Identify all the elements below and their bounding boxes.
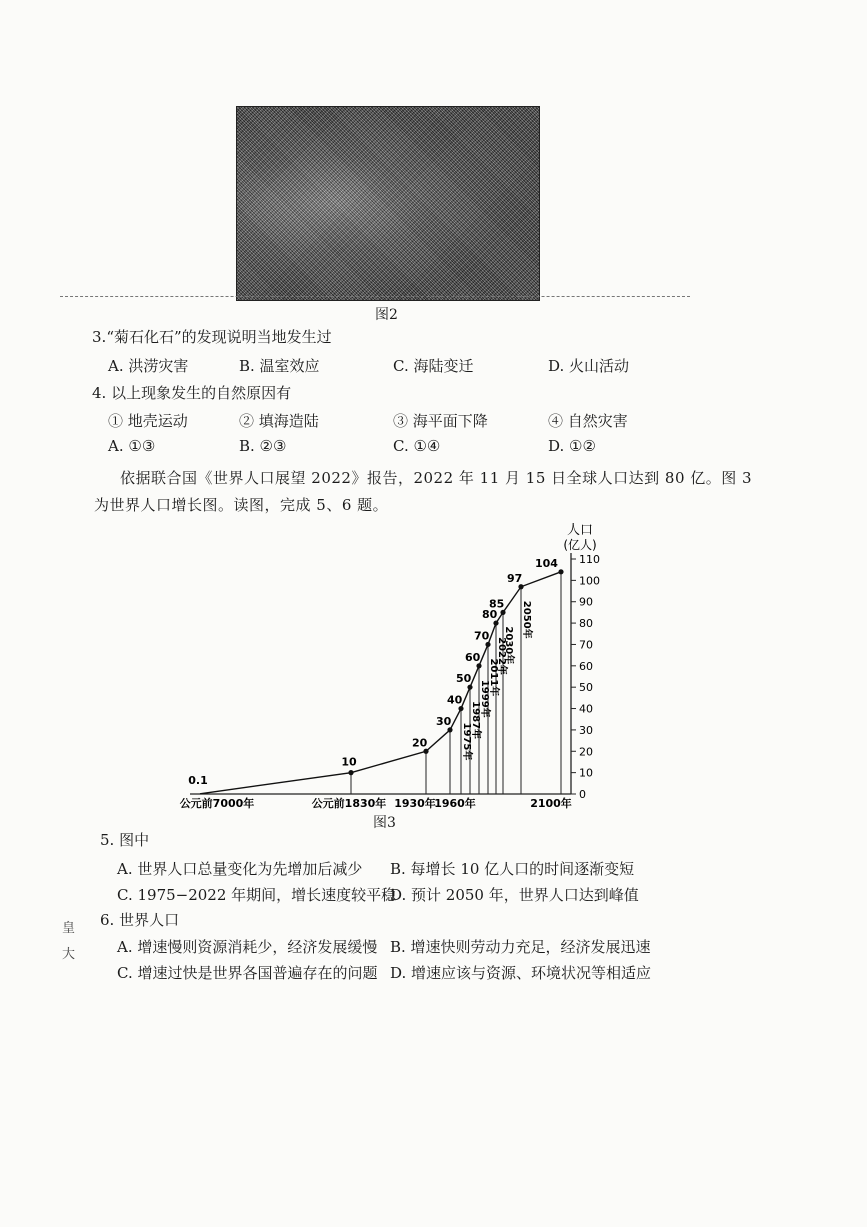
y-tick-label: 80 <box>579 617 593 631</box>
margin-char-2: 大 <box>62 947 76 962</box>
data-point <box>493 620 498 625</box>
q6-text: 世界人口 <box>119 911 180 929</box>
q6-option-c: C. 增速过快是世界各国普遍存在的问题 <box>117 964 378 982</box>
population-line <box>200 572 561 794</box>
q4-option-d: D. ①② <box>548 437 596 455</box>
q5-option-b: B. 每增长 10 亿人口的时间逐渐变短 <box>390 860 635 878</box>
year-vertical-label: 2030年 <box>503 626 514 665</box>
q6-stem <box>100 909 179 930</box>
data-point <box>476 663 481 668</box>
q3-number: 3. <box>92 328 107 346</box>
data-point <box>423 749 428 754</box>
figure3-caption: 图3 <box>373 815 396 831</box>
q5-option-d: D. 预计 2050 年，世界人口达到峰值 <box>390 886 639 904</box>
q3-option-d: D. 火山活动 <box>548 357 630 375</box>
q6-option-a: A. 增速慢则资源消耗少，经济发展缓慢 <box>117 938 378 956</box>
q5-option-c: C. 1975−2022 年期间，增长速度较平稳 <box>117 886 397 904</box>
figure2-caption: 图2 <box>375 307 398 323</box>
data-point <box>518 584 523 589</box>
data-point <box>485 642 490 647</box>
data-label: 70 <box>474 629 490 643</box>
y-tick-label: 50 <box>579 681 593 695</box>
q4-factor-3: ③ 海平面下降 <box>393 412 488 430</box>
y-tick-label: 110 <box>579 553 600 566</box>
q6-number: 6. <box>100 911 115 929</box>
q5-option-a: A. 世界人口总量变化为先增加后减少 <box>117 860 363 878</box>
data-label: 85 <box>489 597 505 611</box>
data-point <box>458 706 463 711</box>
q4-option-c: C. ①④ <box>393 437 441 455</box>
data-point <box>447 727 452 732</box>
data-label: 104 <box>535 556 558 570</box>
data-point <box>467 685 472 690</box>
q3-option-a: A. 洪涝灾害 <box>108 357 189 375</box>
margin-char-1: 皇 <box>62 921 76 936</box>
data-point <box>558 569 563 574</box>
y-tick-label: 60 <box>579 659 593 673</box>
q4-number: 4. <box>92 384 107 402</box>
year-vertical-label: 2011年 <box>488 658 499 697</box>
y-tick-label: 20 <box>579 745 593 759</box>
data-label: 20 <box>412 736 428 750</box>
data-label: 60 <box>465 650 481 664</box>
x-axis-label: 1960年 <box>434 797 476 810</box>
data-label: 30 <box>436 714 452 728</box>
year-vertical-label: 2022年 <box>496 637 507 675</box>
q4-option-a: A. ①③ <box>108 437 156 455</box>
x-axis-label: 公元前7000年 <box>179 797 255 810</box>
data-point <box>500 610 505 615</box>
data-label: 50 <box>456 672 472 686</box>
x-axis-label: 1930年 <box>394 797 436 810</box>
year-vertical-label: 1975年 <box>461 722 472 761</box>
q4-factor-4: ④ 自然灾害 <box>548 412 628 430</box>
y-tick-label: 90 <box>579 595 593 609</box>
q6-option-b: B. 增速快则劳动力充足，经济发展迅速 <box>390 938 651 956</box>
data-point <box>348 770 353 775</box>
y-tick-label: 70 <box>579 638 593 652</box>
data-label: 80 <box>482 608 498 622</box>
q3-option-c: C. 海陆变迁 <box>393 357 474 375</box>
year-vertical-label: 2050年 <box>521 600 532 639</box>
y-axis-label-line1: 人口 <box>566 523 594 538</box>
q4-factor-2: ② 填海造陆 <box>239 412 319 430</box>
year-vertical-label: 1999年 <box>479 679 490 718</box>
year-vertical-label: 1987年 <box>470 701 481 740</box>
data-label: 0.1 <box>188 773 208 787</box>
intro-line-2: 为世界人口增长图。读图，完成 5、6 题。 <box>94 496 389 514</box>
q4-option-b: B. ②③ <box>239 437 287 455</box>
data-label: 10 <box>341 755 357 769</box>
y-axis-label-line2: (亿人) <box>563 538 597 552</box>
y-tick-label: 100 <box>579 574 600 588</box>
y-tick-label: 10 <box>579 766 593 780</box>
q5-stem <box>100 829 149 850</box>
x-axis-label: 公元前1830年 <box>311 797 387 810</box>
q6-option-d: D. 增速应该与资源、环境状况等相适应 <box>390 964 652 982</box>
data-label: 97 <box>507 571 523 585</box>
q4-factor-1: ① 地壳运动 <box>108 412 188 430</box>
q4-text: 以上现象发生的自然原因有 <box>111 384 292 402</box>
q5-number: 5. <box>100 831 115 849</box>
q3-text: “菊石化石”的发现说明当地发生过 <box>106 328 332 346</box>
data-label: 40 <box>447 693 463 707</box>
y-tick-label: 0 <box>579 788 586 801</box>
y-tick-label: 40 <box>579 702 593 716</box>
q3-option-b: B. 温室效应 <box>239 357 320 375</box>
x-axis-label: 2100年 <box>530 797 572 810</box>
intro-line-1: 依据联合国《世界人口展望 2022》报告，2022 年 11 月 15 日全球人口达到 80 亿。图 3 <box>120 469 753 487</box>
q5-text: 图中 <box>119 831 150 849</box>
y-tick-label: 30 <box>579 723 593 737</box>
